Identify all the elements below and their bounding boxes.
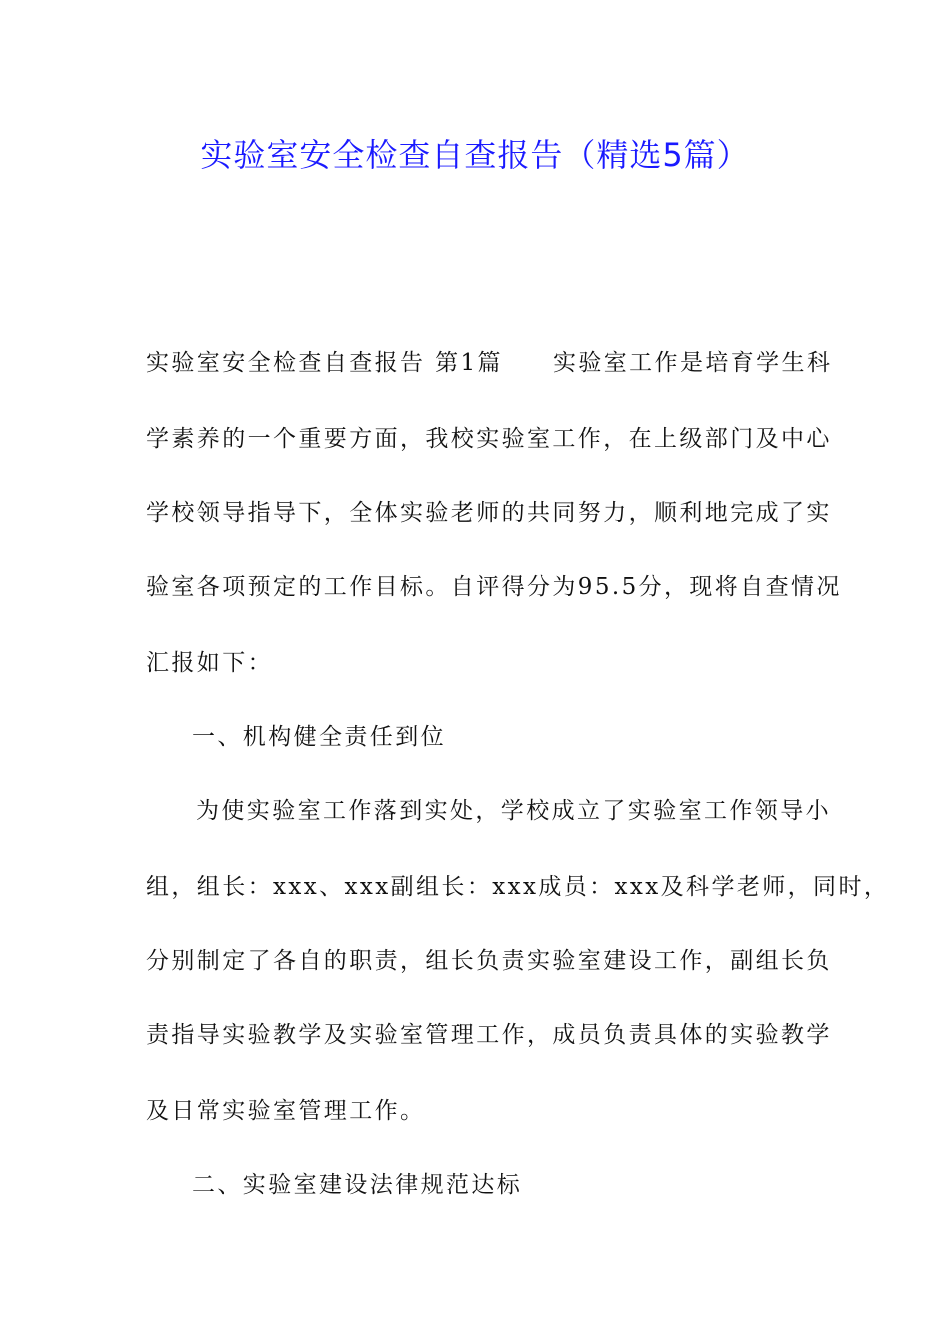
document-title: 实验室安全检查自查报告（精选5篇） <box>200 136 750 174</box>
paragraph-line: 学素养的一个重要方面，我校实验室工作，在上级部门及中心 <box>146 426 832 452</box>
article-heading: 实验室安全检查自查报告 第1篇 <box>146 350 503 376</box>
paragraph-line: 及日常实验室管理工作。 <box>146 1098 426 1124</box>
paragraph-line: 组，组长：xxx、xxx副组长：xxx成员：xxx及科学老师，同时， <box>146 874 890 900</box>
paragraph-line: 验室各项预定的工作目标。自评得分为95.5分，现将自查情况 <box>146 574 842 600</box>
section-heading: 二、实验室建设法律规范达标 <box>192 1172 523 1198</box>
paragraph-line: 为使实验室工作落到实处，学校成立了实验室工作领导小 <box>196 798 831 824</box>
paragraph-line: 汇报如下： <box>146 650 273 676</box>
paragraph-line: 学校领导指导下，全体实验老师的共同努力，顺利地完成了实 <box>146 500 832 526</box>
paragraph-line: 责指导实验教学及实验室管理工作，成员负责具体的实验教学 <box>146 1022 832 1048</box>
paragraph-line <box>146 344 832 377</box>
paragraph-line: 分别制定了各自的职责，组长负责实验室建设工作，副组长负 <box>146 948 832 974</box>
section-heading: 一、机构健全责任到位 <box>192 724 446 750</box>
paragraph-text: 实验室工作是培育学生科 <box>552 350 833 376</box>
